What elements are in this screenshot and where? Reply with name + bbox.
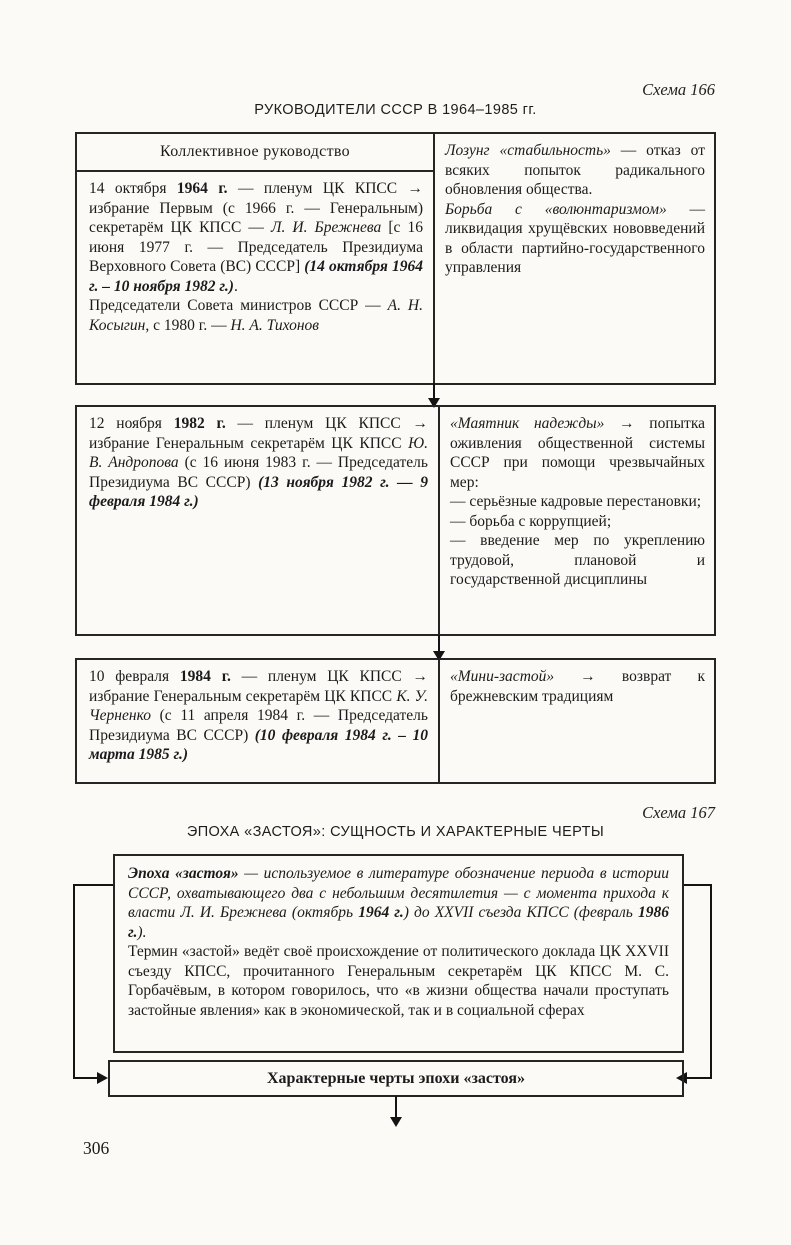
- connector-left-run: [73, 1077, 99, 1079]
- table2-left-cell: 12 ноября 1982 г. — пленум ЦК КПСС → избрание Генеральным секретарём ЦК КПСС Ю. В. Андропова (с 16 июня 1983 г. — Председатель Президиума ВС СССР) (13 ноября 1982 г. — 9 февраля 1984 г.): [89, 415, 428, 510]
- table1-left-column: [77, 134, 435, 383]
- table1-header: Коллективное руководство: [77, 134, 433, 172]
- table3-right-cell: «Мини-застой» → возврат к брежневским традициям: [450, 668, 705, 705]
- connector-right-stub: [684, 884, 712, 886]
- connector-left-line: [73, 884, 75, 1079]
- stagnation-definition-box: Эпоха «застоя» — используемое в литературе обозначение периода в истории СССР, охватывающего два с небольшим десятилетия — с момента прихода к власти Л. И. Брежнева (октябрь 1964 г.) до XXVII съезда КПСС (февраль 1986 г.). Термин «застой» ведёт своё происхождение от политического доклада ЦК XXVII съезду КПСС, прочитанного Генеральным секретарём ЦК КПСС М. С. Горбачёвым, в котором говорилось, что «в жизни общества начали проступать застойные явления» как в экономической, так и в социальной сферах: [113, 854, 684, 1053]
- table1-left-cell: 14 октября 1964 г. — пленум ЦК КПСС → избрание Первым (с 1966 г. — Генеральным) секретарём ЦК КПСС — Л. И. Брежнева [с 16 июня 1977 г. — Председатель Президиума Верховного Совета (ВС) СССР] (14 октября 1964 г. – 10 ноября 1982 г.). Председатели Совета министров СССР — А. Н. Косыгин, с 1980 г. — Н. А. Тихонов: [89, 180, 423, 334]
- schema-166-label: Схема 166: [642, 80, 715, 99]
- arrow-head: [390, 1117, 402, 1127]
- page-number: 306: [83, 1138, 110, 1158]
- table3-left-column: [77, 660, 440, 782]
- table2-right-column: [440, 407, 714, 634]
- table3-right-column: [440, 660, 714, 782]
- schema-166-title: РУКОВОДИТЕЛИ СССР В 1964–1985 гг.: [254, 102, 537, 118]
- connector-left-stub: [73, 884, 113, 886]
- table1-right-column: [435, 134, 714, 383]
- table-andropov: [75, 405, 716, 636]
- schema-167-title: ЭПОХА «ЗАСТОЯ»: СУЩНОСТЬ И ХАРАКТЕРНЫЕ ЧЕРТЫ: [186, 824, 605, 840]
- table3-left-cell: 10 февраля 1984 г. — пленум ЦК КПСС → избрание Генеральным секретарём ЦК КПСС К. У. Черненко (с 11 апреля 1984 г. — Председатель Президиума ВС СССР) (10 февраля 1984 г. – 10 марта 1985 г.): [89, 668, 428, 763]
- connector-right-line: [710, 884, 712, 1079]
- table2-left-column: [77, 407, 440, 634]
- features-box-label: Характерные черты эпохи «застоя»: [267, 1069, 525, 1087]
- connector-right-run: [686, 1077, 712, 1079]
- arrow-line: [438, 635, 440, 651]
- table-collective-leadership: [75, 132, 716, 385]
- schema-167-label: Схема 167: [642, 803, 715, 822]
- merge-arrow-left-icon: [97, 1072, 108, 1084]
- features-box: [108, 1060, 684, 1097]
- arrow-line: [433, 383, 435, 398]
- table-chernenko: [75, 658, 716, 784]
- flow-arrow-bottom-icon: [390, 1096, 402, 1127]
- arrow-line: [395, 1096, 397, 1117]
- table2-right-cell: «Маятник надежды» → попытка оживления общественной системы СССР при помощи чрезвычайных мер: — серьёзные кадровые перестановки; — борьба с коррупцией; — введение мер по укреплению трудовой, плановой и государственной дисциплины: [450, 415, 706, 588]
- table1-right-cell: Лозунг «стабильность» — отказ от всяких попыток радикального обновления общества. Борьба с «волюнтаризмом» — ликвидация хрущёвских нововведений в области партийно-государственного управления: [445, 142, 706, 276]
